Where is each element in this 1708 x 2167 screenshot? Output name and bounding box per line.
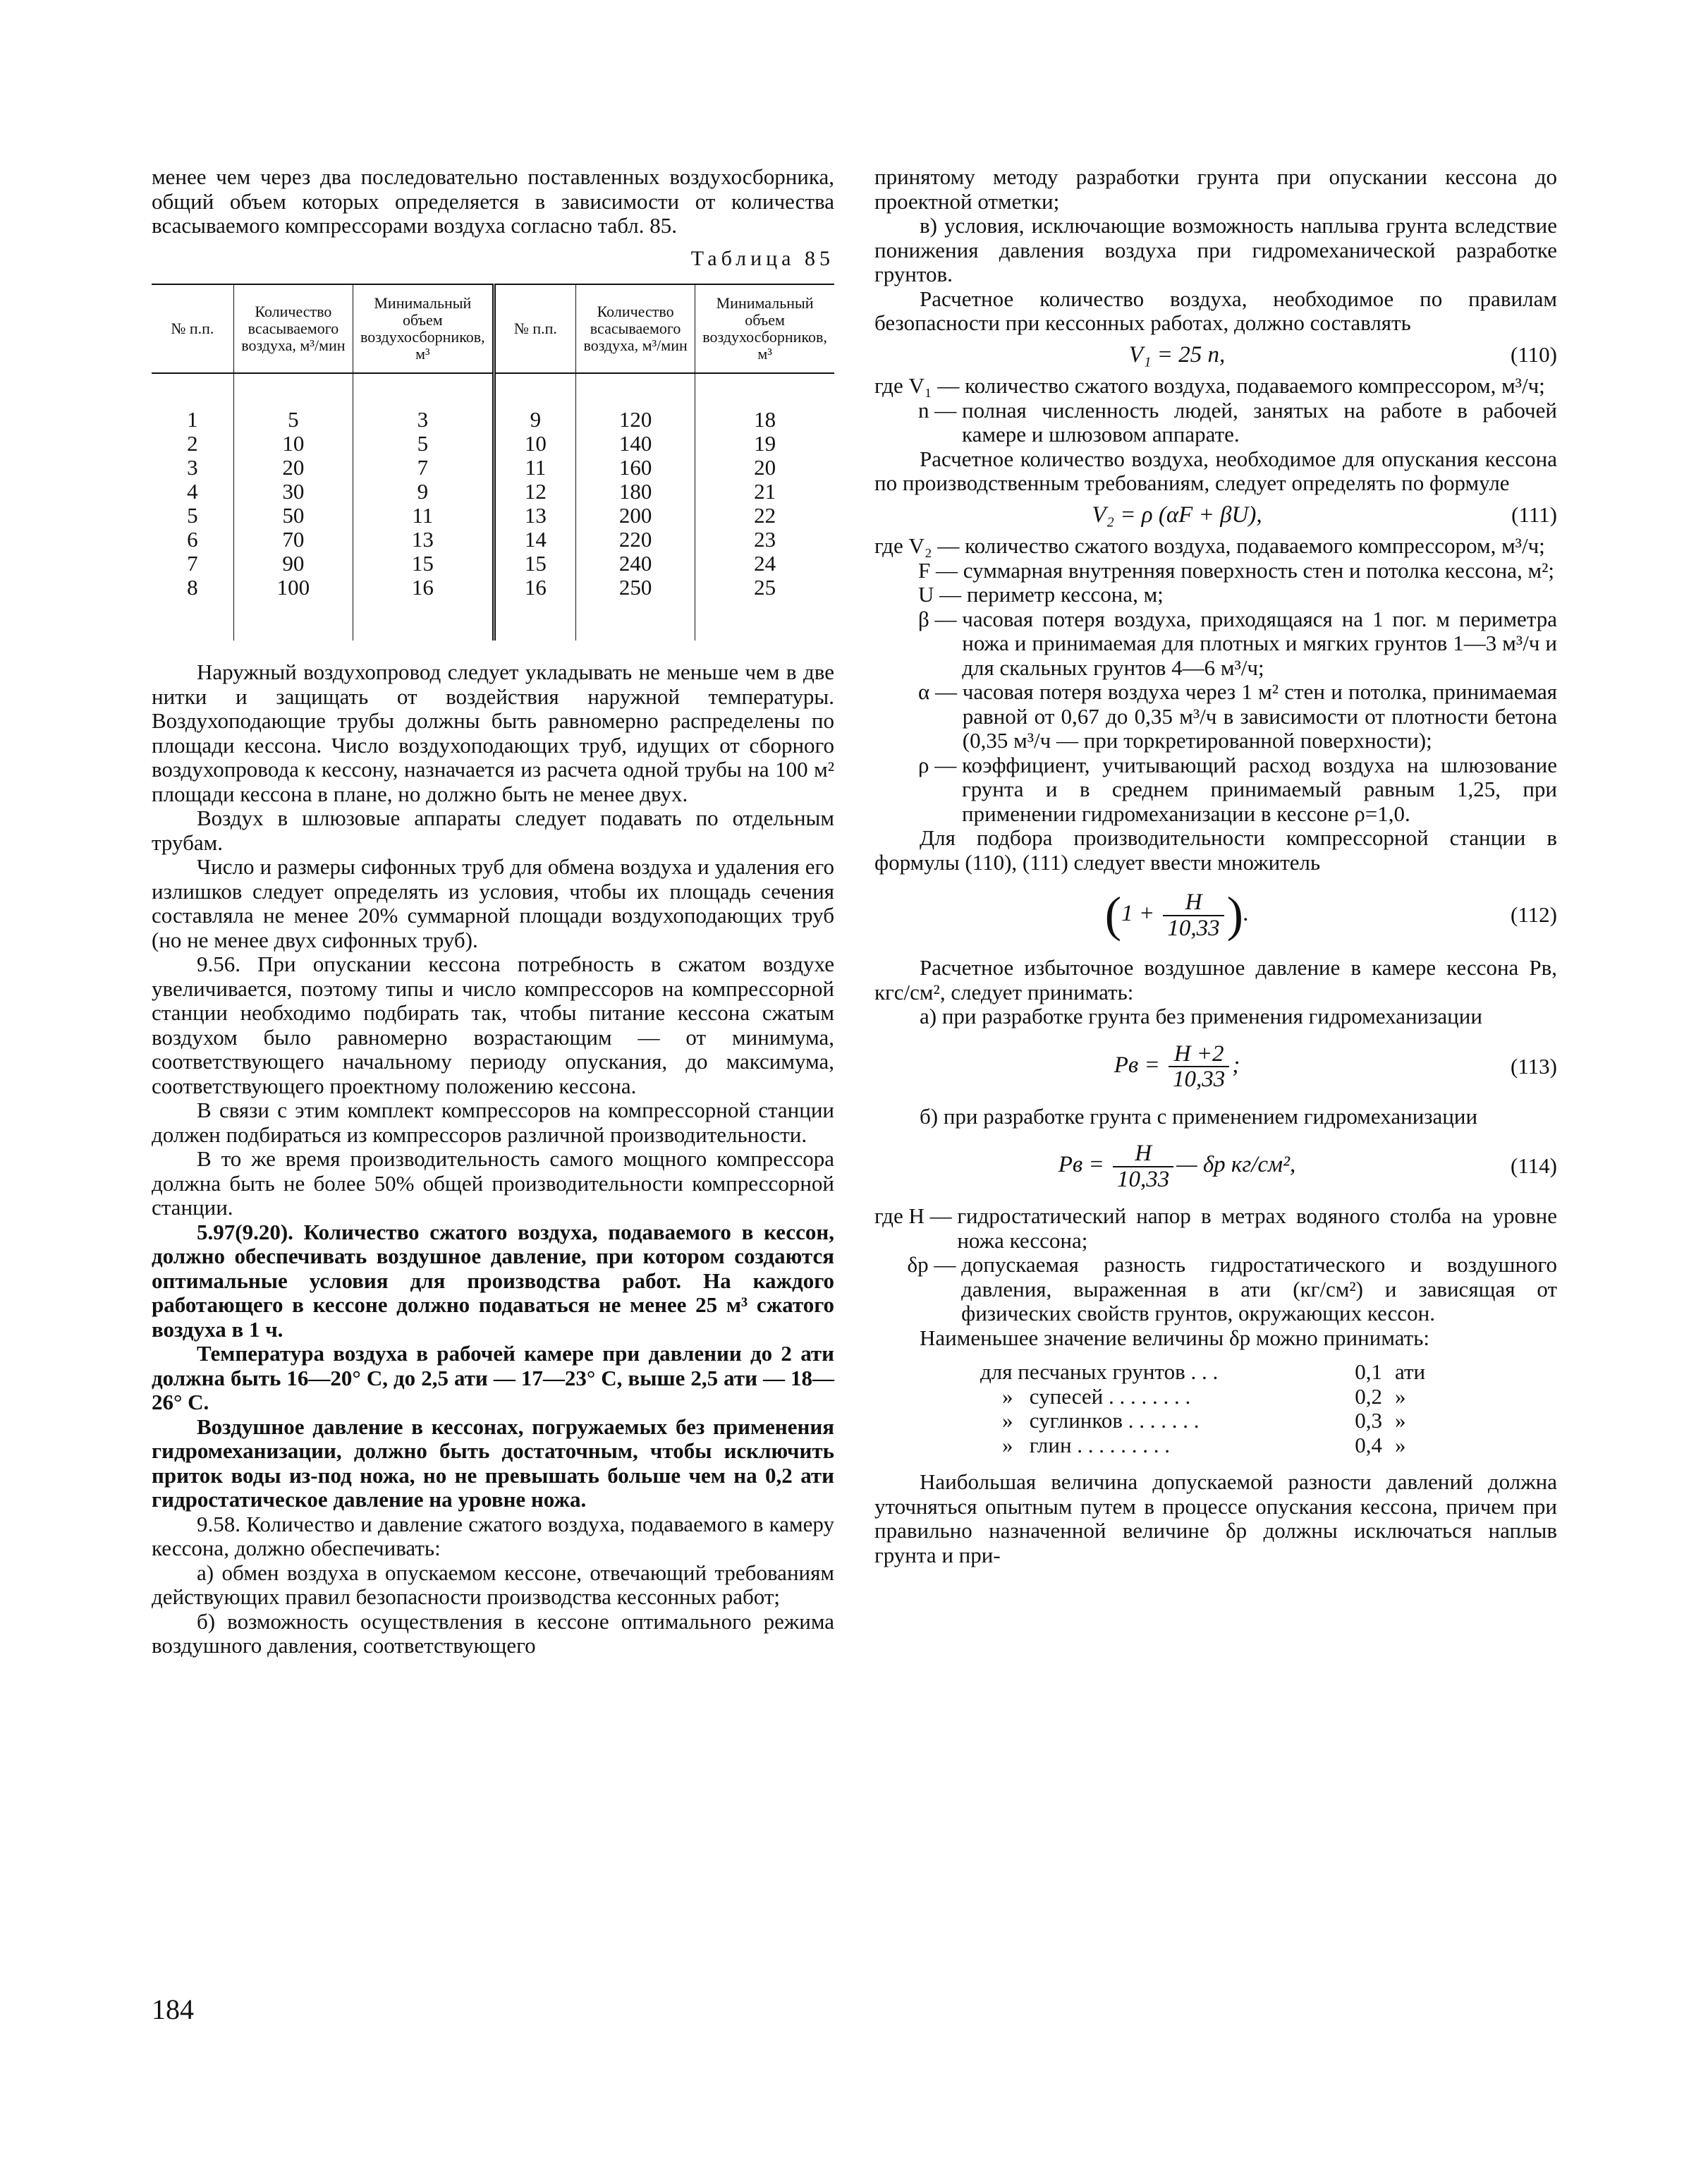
paragraph: В то же время производительность самого мощного компрессора должна быть не более 50% общей производительности компрессорной станции. (152, 1146, 834, 1220)
table-cell: 140 (576, 432, 695, 456)
table-cell: 14 (494, 528, 575, 552)
paragraph-bold: 5.97(9.20). Количество сжатого воздуха, подаваемого в кессон, должно обеспечивать воздушное давление, при котором создаются оптимальные условия для производства работ. На каждого работающего в кессоне должно подаваться не менее 25 м³ сжатого воздуха в 1 ч. (152, 1219, 834, 1342)
definition-symbol: α — (874, 679, 963, 704)
formula-111 (874, 503, 1557, 528)
definition-symbol: где V₂ — (874, 533, 965, 558)
table-cell: 24 (695, 552, 834, 576)
table-cell: 240 (576, 552, 695, 576)
definitions-111 (874, 534, 1557, 826)
paragraph: Расчетное количество воздуха, необходимое по правилам безопасности при кессонных работах, должно составлять (874, 286, 1557, 335)
delta-values-list (980, 1360, 1557, 1457)
definition-item (874, 1204, 1557, 1253)
table-cell: 21 (695, 480, 834, 504)
table-cell: 250 (576, 576, 695, 641)
table-cell: 5 (233, 373, 353, 432)
definition-item (874, 680, 1557, 753)
table-cell: 70 (233, 528, 353, 552)
value-row (980, 1433, 1557, 1458)
table-body (152, 373, 834, 641)
definitions-114 (874, 1204, 1557, 1326)
definition-item (874, 753, 1557, 827)
value-value: 0,1 (1355, 1359, 1382, 1384)
paragraph: Число и размеры сифонных труб для обмена воздуха и удаления его излишков следует определять из условия, чтобы их площадь сечения составляла не менее 20% суммарной площади воздухоподающих труб (но не менее двух сифонных труб). (152, 854, 834, 952)
table-cell: 3 (353, 373, 494, 432)
formula-number: (111) (1511, 502, 1557, 527)
table-cell: 7 (187, 551, 198, 576)
formula-number: (113) (1511, 1053, 1557, 1079)
col-header: № п.п. (152, 284, 233, 373)
col-header: Количество всасываемого воздуха, м³/мин (576, 284, 695, 373)
value-value: 0,3 (1355, 1408, 1382, 1433)
paragraph: Для подбора производительности компрессорной станции в формулы (110), (111) следует ввести множитель (874, 825, 1557, 875)
table-cell: 25 (695, 576, 834, 641)
formula-expression: Pв = $\frac{H}{10,33}$ — δр кг/см², (1058, 1141, 1296, 1192)
paragraph: Воздух в шлюзовые аппараты следует подавать по отдельным трубам. (152, 806, 834, 855)
value-unit: » (1395, 1383, 1406, 1409)
table-cell: 9 (353, 480, 494, 504)
definition-symbol: U — (874, 582, 967, 607)
col-header: № п.п. (494, 284, 575, 373)
table-cell: 19 (695, 432, 834, 456)
page-number: 184 (152, 1993, 194, 2025)
paragraph: Наибольшая величина допускаемой разности давлений должна уточняться опытным путем в процессе опускания кессона, причем при правильно назначенной величине δр должны исключаться наплыв грунта и при- (874, 1469, 1557, 1567)
table-cell: 90 (233, 552, 353, 576)
table-row (152, 552, 834, 576)
value-unit: » (1395, 1432, 1406, 1457)
formula-expression: Pв = $\frac{H +2}{10,33}$ ; (1114, 1040, 1240, 1092)
table-cell: 12 (494, 480, 575, 504)
paragraph: 9.58. Количество и давление сжатого воздуха, подаваемого в камеру кессона, должно обеспечивать: (152, 1511, 834, 1560)
value-label: » суглинков . . . . . . . (980, 1408, 1200, 1433)
formula-expression: V₂ = ρ (αF + βU), (1092, 502, 1262, 528)
table-cell: 10 (233, 432, 353, 456)
paragraph: 9.56. При опускании кессона потребность в сжатом воздухе увеличивается, поэтому типы и число компрессоров на компрессорной станции необходимо подбирать так, чтобы питание кессона сжатым воздухом было равномерно возрастающим — от минимума, соответствующего начальному периоду опускания, до максимума, соответствующего проектному положению кессона. (152, 952, 834, 1098)
table-cell: 15 (494, 552, 575, 576)
table-cell: 20 (233, 456, 353, 480)
definition-text: часовая потеря воздуха через 1 м² стен и потолка, принимаемая равной от 0,67 до 0,35 м³/ч в зависимости от плотности бетона (0,35 м³/ч — при торкретированной поверхности); (962, 679, 1557, 753)
table-cell: 13 (494, 504, 575, 528)
definition-item (874, 534, 1557, 559)
definition-text: суммарная внутренняя поверхность стен и потолка кессона, м²; (963, 557, 1554, 583)
formula-114 (874, 1141, 1557, 1191)
value-value: 0,4 (1355, 1432, 1382, 1457)
table-cell: 16 (353, 576, 494, 641)
table-cell: 22 (695, 504, 834, 528)
definition-symbol: где H — (874, 1203, 958, 1228)
table-cell: 10 (494, 432, 575, 456)
formula-110 (874, 343, 1557, 368)
table-cell: 11 (494, 456, 575, 480)
table-cell: 1 (187, 407, 198, 432)
definition-text: количество сжатого воздуха, подаваемого компрессором, м³/ч; (965, 373, 1545, 398)
definition-text: количество сжатого воздуха, подаваемого компрессором, м³/ч; (965, 533, 1545, 558)
definition-text: коэффициент, учитывающий расход воздуха на шлюзование грунта и в среднем принимаемый равным 1,25, при применении гидромеханизации в кессоне ρ=1,0. (961, 752, 1557, 826)
paragraph-bold: Температура воздуха в рабочей камере при давлении до 2 ати должна быть 16—20° С, до 2,5 ати — 17—23° С, выше 2,5 ати — 18—26° С. (152, 1341, 834, 1414)
definition-item (874, 399, 1557, 447)
value-value: 0,2 (1355, 1383, 1382, 1409)
left-column (152, 165, 834, 1658)
paragraph: в) условия, исключающие возможность наплыва грунта вследствие понижения давления воздуха при гидромеханической разработке грунтов. (874, 213, 1557, 286)
table-cell: 100 (233, 576, 353, 641)
definition-symbol: F — (874, 557, 963, 583)
table-cell: 9 (494, 373, 575, 432)
value-label: для песчаных грунтов . . . (980, 1359, 1219, 1384)
definition-text: полная численность людей, занятых на работе в рабочей камере и шлюзовом аппарате. (962, 397, 1557, 447)
table-cell: 50 (233, 504, 353, 528)
paragraph: б) возможность осуществления в кессоне оптимального режима воздушного давления, соответствующего (152, 1608, 834, 1658)
definition-text: гидростатический напор в метрах водяного столба на уровне ножа кессона; (957, 1203, 1557, 1253)
table-cell: 13 (353, 528, 494, 552)
table-cell: 18 (695, 373, 834, 432)
definition-item (874, 559, 1557, 583)
paragraph: менее чем через два последовательно поставленных воздухосборника, общий объем которых определяется в зависимости от количества всасываемого компрессорами воздуха согласно табл. 85. (152, 164, 834, 238)
definition-text: периметр кессона, м; (966, 582, 1164, 607)
right-column (874, 165, 1557, 1567)
table-cell: 220 (576, 528, 695, 552)
table-row (152, 373, 834, 432)
table-caption: Таблица 85 (690, 246, 834, 270)
formula-number: (110) (1511, 341, 1557, 367)
table-cell: 16 (494, 576, 575, 641)
definition-symbol: β — (874, 606, 963, 631)
table-cell: 23 (695, 528, 834, 552)
table-cell: 180 (576, 480, 695, 504)
value-row (980, 1360, 1557, 1385)
formula-number: (112) (1511, 902, 1557, 928)
formula-expression: V₁ = 25 n, (1128, 341, 1226, 368)
paragraph: Наружный воздухопровод следует укладывать не меньше чем в две нитки и защищать от воздействия наружной температуры. Воздухоподающие трубы должны быть равномерно распределены по площади кессона. Число воздухоподающих труб, идущих от сборного воздухопровода к кессону, назначается из расчета одной трубы на 100 м² площади кессона в плане, но должно быть не менее двух. (152, 660, 834, 806)
table-cell: 8 (187, 575, 198, 600)
table-cell: 30 (233, 480, 353, 504)
table-cell: 160 (576, 456, 695, 480)
table-cell: 3 (187, 455, 198, 480)
paragraph-bold: Воздушное давление в кессонах, погружаемых без применения гидромеханизации, должно быть достаточным, чтобы исключить приток воды из-под ножа, но не превышать больше чем на 0,2 ати гидростатическое давление на уровне ножа. (152, 1414, 834, 1512)
table-cell: 5 (187, 503, 198, 528)
value-row (980, 1385, 1557, 1409)
definition-text: часовая потеря воздуха, приходящаяся на 1 пог. м периметра ножа и принимаемая для плотных и мягких грунтов 1—3 м³/ч и для скальных грунтов 4—6 м³/ч; (962, 606, 1557, 680)
definition-text: допускаемая разность гидростатического и воздушного давления, выраженная в ати (кг/см²) и зависящая от физических свойств грунтов, окружающих кессон. (961, 1252, 1557, 1325)
definition-symbol: ρ — (874, 752, 962, 777)
table-cell: 200 (576, 504, 695, 528)
paragraph: принятому методу разработки грунта при опускании кессона до проектной отметки; (874, 164, 1557, 214)
definition-item (874, 374, 1557, 399)
table-row (152, 456, 834, 480)
definition-item (874, 607, 1557, 681)
table-cell: 120 (576, 373, 695, 432)
table-cell: 2 (187, 431, 198, 456)
table-cell: 6 (187, 527, 198, 552)
paragraph: Расчетное избыточное воздушное давление в камере кессона Pв, кгс/см², следует принимать: (874, 955, 1557, 1004)
table-row (152, 480, 834, 504)
value-row (980, 1409, 1557, 1433)
table-row (152, 504, 834, 528)
table-cell: 7 (353, 456, 494, 480)
paragraph: а) при разработке грунта без применения гидромеханизации (920, 1004, 1482, 1028)
value-label: » супесей . . . . . . . . (980, 1383, 1191, 1409)
paragraph: б) при разработке грунта с применением гидромеханизации (920, 1103, 1478, 1129)
definition-item (874, 583, 1557, 607)
definition-item (874, 1253, 1557, 1326)
definition-symbol: где V₁ — (874, 373, 965, 398)
formula-113 (874, 1042, 1557, 1092)
table-row (152, 432, 834, 456)
table-cell: 15 (353, 552, 494, 576)
formula-112 (874, 887, 1557, 942)
paragraph: В связи с этим комплект компрессоров на компрессорной станции должен подбираться из компрессоров различной производительности. (152, 1098, 834, 1147)
value-unit: » (1395, 1408, 1406, 1433)
col-header: Количество всасываемого воздуха, м³/мин (233, 284, 353, 373)
col-header: Минимальный объем воздухосборников, м³ (353, 284, 494, 373)
paragraph: Наименьшее значение величины δр можно принимать: (920, 1325, 1429, 1350)
table-85 (152, 284, 834, 641)
table-cell: 5 (353, 432, 494, 456)
formula-expression: (1 + $\frac{H}{10,33}$ ). (1104, 887, 1250, 942)
table-row (152, 528, 834, 552)
definition-symbol: n — (874, 397, 962, 423)
value-label: » глин . . . . . . . . . (980, 1432, 1171, 1457)
table-cell: 11 (353, 504, 494, 528)
paragraph: а) обмен воздуха в опускаемом кессоне, отвечающий требованиям действующих правил безопасности производства кессонных работ; (152, 1560, 834, 1609)
table-cell: 20 (695, 456, 834, 480)
value-unit: ати (1395, 1359, 1426, 1384)
table-header-row (152, 284, 834, 373)
table-row (152, 576, 834, 641)
paragraph: Расчетное количество воздуха, необходимое для опускания кессона по производственным требованиям, следует определять по формуле (874, 446, 1557, 495)
formula-number: (114) (1511, 1153, 1557, 1179)
table-cell: 4 (187, 479, 198, 504)
definition-symbol: δр — (874, 1252, 962, 1277)
col-header: Минимальный объем воздухосборников, м³ (695, 284, 834, 373)
definitions-110 (874, 374, 1557, 447)
